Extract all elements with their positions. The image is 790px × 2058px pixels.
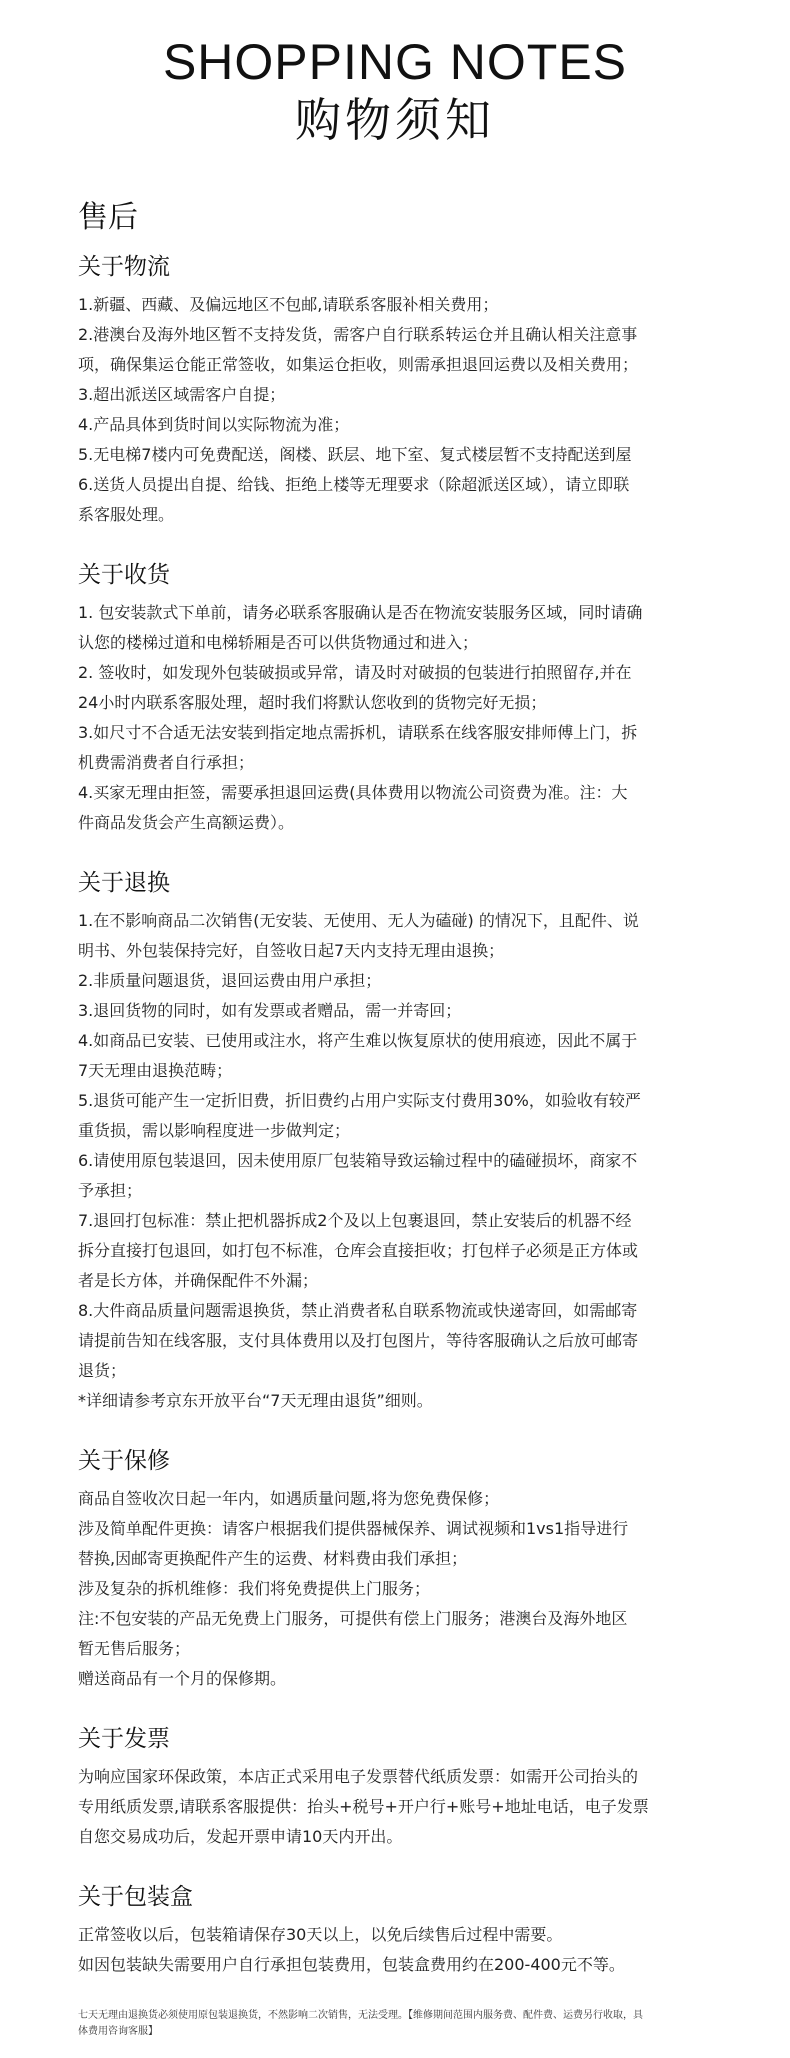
section-line: 如因包装缺失需要用户自行承担包装费用，包装盒费用约在200-400元不等。 <box>78 1955 625 1974</box>
hero-title-cn: 购物须知 <box>295 93 495 147</box>
section-line: 5.退货可能产生一定折旧费，折旧费约占用户实际支付费用30%，如验收有较严 <box>78 1091 641 1110</box>
notice-section <box>78 1444 712 1694</box>
section-line: 1. 包安装款式下单前，请务必联系客服确认是否在物流安装服务区域，同时请确 <box>78 603 643 622</box>
section-line: 系客服处理。 <box>78 505 175 524</box>
section-heading: 关于收货 <box>78 562 170 588</box>
section-line: 者是长方体，并确保配件不外漏； <box>78 1271 319 1290</box>
section-body <box>78 1762 712 1852</box>
footnote-line: 体费用咨询客服】 <box>78 2026 158 2037</box>
section-body <box>78 290 712 530</box>
section-line: 8.大件商品质量问题需退换货，禁止消费者私自联系物流或快递寄回，如需邮寄 <box>78 1301 638 1320</box>
section-heading: 关于物流 <box>78 254 170 280</box>
section-line: 明书、外包装保持完好，自签收日起7天内支持无理由退换； <box>78 941 505 960</box>
section-line: 4.买家无理由拒签，需要承担退回运费(具体费用以物流公司资费为准。注：大 <box>78 783 628 802</box>
section-line: 涉及复杂的拆机维修：我们将免费提供上门服务； <box>78 1579 431 1598</box>
section-line: 1.在不影响商品二次销售(无安装、无使用、无人为磕碰) 的情况下，且配件、说 <box>78 911 639 930</box>
section-line: 4.产品具体到货时间以实际物流为准； <box>78 415 350 434</box>
section-line: 暂无售后服务； <box>78 1639 191 1658</box>
section-line: 自您交易成功后，发起开票申请10天内开出。 <box>78 1827 403 1846</box>
section-line: 赠送商品有一个月的保修期。 <box>78 1669 287 1688</box>
section-line: 3.如尺寸不合适无法安装到指定地点需拆机，请联系在线客服安排师傅上门，拆 <box>78 723 638 742</box>
section-line: 24小时内联系客服处理，超时我们将默认您收到的货物完好无损； <box>78 693 547 712</box>
page-title: 售后 <box>78 200 138 235</box>
section-heading: 关于包装盒 <box>78 1884 193 1910</box>
notice-section <box>78 866 712 1416</box>
section-line: 5.无电梯7楼内可免费配送，阁楼、跃层、地下室、复式楼层暂不支持配送到屋 <box>78 445 632 464</box>
section-body <box>78 906 712 1416</box>
section-line: 7天无理由退换范畴； <box>78 1061 233 1080</box>
notice-section <box>78 1880 712 1980</box>
section-line: 2.非质量问题退货，退回运费由用户承担； <box>78 971 382 990</box>
notice-section <box>78 558 712 838</box>
section-line: 正常签收以后，包装箱请保存30天以上，以免后续售后过程中需要。 <box>78 1925 563 1944</box>
section-line: *详细请参考京东开放平台“7天无理由退货”细则。 <box>78 1391 433 1410</box>
section-line: 认您的楼梯过道和电梯轿厢是否可以供货物通过和进入； <box>78 633 479 652</box>
section-line: 7.退回打包标准：禁止把机器拆成2个及以上包裹退回，禁止安装后的机器不经 <box>78 1211 632 1230</box>
section-line: 替换,因邮寄更换配件产生的运费、材料费由我们承担； <box>78 1549 468 1568</box>
notice-section <box>78 250 712 530</box>
section-line: 2. 签收时，如发现外包装破损或异常，请及时对破损的包装进行拍照留存,并在 <box>78 663 632 682</box>
section-line: 3.退回货物的同时，如有发票或者赠品，需一并寄回； <box>78 1001 462 1020</box>
footnote <box>78 2008 712 2040</box>
section-line: 项，确保集运仓能正常签收，如集运仓拒收，则需承担退回运费以及相关费用； <box>78 355 639 374</box>
section-line: 2.港澳台及海外地区暂不支持发货，需客户自行联系转运仓并且确认相关注意事 <box>78 325 638 344</box>
section-heading: 关于退换 <box>78 870 170 896</box>
section-body <box>78 598 712 838</box>
section-line: 3.超出派送区域需客户自提； <box>78 385 286 404</box>
section-line: 予承担； <box>78 1181 143 1200</box>
section-heading: 关于发票 <box>78 1726 170 1752</box>
section-line: 拆分直接打包退回，如打包不标准，仓库会直接拒收；打包样子必须是正方体或 <box>78 1241 639 1260</box>
section-line: 专用纸质发票,请联系客服提供：抬头+税号+开户行+账号+地址电话，电子发票 <box>78 1797 649 1816</box>
section-body <box>78 1484 712 1694</box>
section-line: 6.送货人员提出自提、给钱、拒绝上楼等无理要求（除超派送区域），请立即联 <box>78 475 630 494</box>
sections-container <box>78 250 712 1980</box>
section-line: 注:不包安装的产品无免费上门服务，可提供有偿上门服务；港澳台及海外地区 <box>78 1609 628 1628</box>
section-heading: 关于保修 <box>78 1448 170 1474</box>
section-line: 重货损，需以影响程度进一步做判定； <box>78 1121 351 1140</box>
section-body <box>78 1920 712 1980</box>
section-line: 6.请使用原包装退回，因未使用原厂包装箱导致运输过程中的磕碰损坏，商家不 <box>78 1151 638 1170</box>
footnote-line: 七天无理由退换货必须使用原包装退换货，不然影响二次销售，无法受理。【维修期间范围内服务费、配件费、运费另行收取，具 <box>78 2010 643 2021</box>
section-line: 机费需消费者自行承担； <box>78 753 255 772</box>
section-line: 为响应国家环保政策，本店正式采用电子发票替代纸质发票：如需开公司抬头的 <box>78 1767 639 1786</box>
section-line: 请提前告知在线客服，支付具体费用以及打包图片，等待客服确认之后放可邮寄 <box>78 1331 639 1350</box>
hero-title-en: SHOPPING NOTES <box>162 34 628 90</box>
section-line: 4.如商品已安装、已使用或注水，将产生难以恢复原状的使用痕迹，因此不属于 <box>78 1031 638 1050</box>
notice-section <box>78 1722 712 1852</box>
hero-header <box>78 0 712 148</box>
section-line: 件商品发货会产生高额运费）。 <box>78 813 295 832</box>
section-line: 退货； <box>78 1361 127 1380</box>
section-line: 涉及简单配件更换：请客户根据我们提供器械保养、调试视频和1vs1指导进行 <box>78 1519 629 1538</box>
section-line: 商品自签收次日起一年内，如遇质量问题,将为您免费保修； <box>78 1489 500 1508</box>
section-line: 1.新疆、西藏、及偏远地区不包邮,请联系客服补相关费用； <box>78 295 499 314</box>
